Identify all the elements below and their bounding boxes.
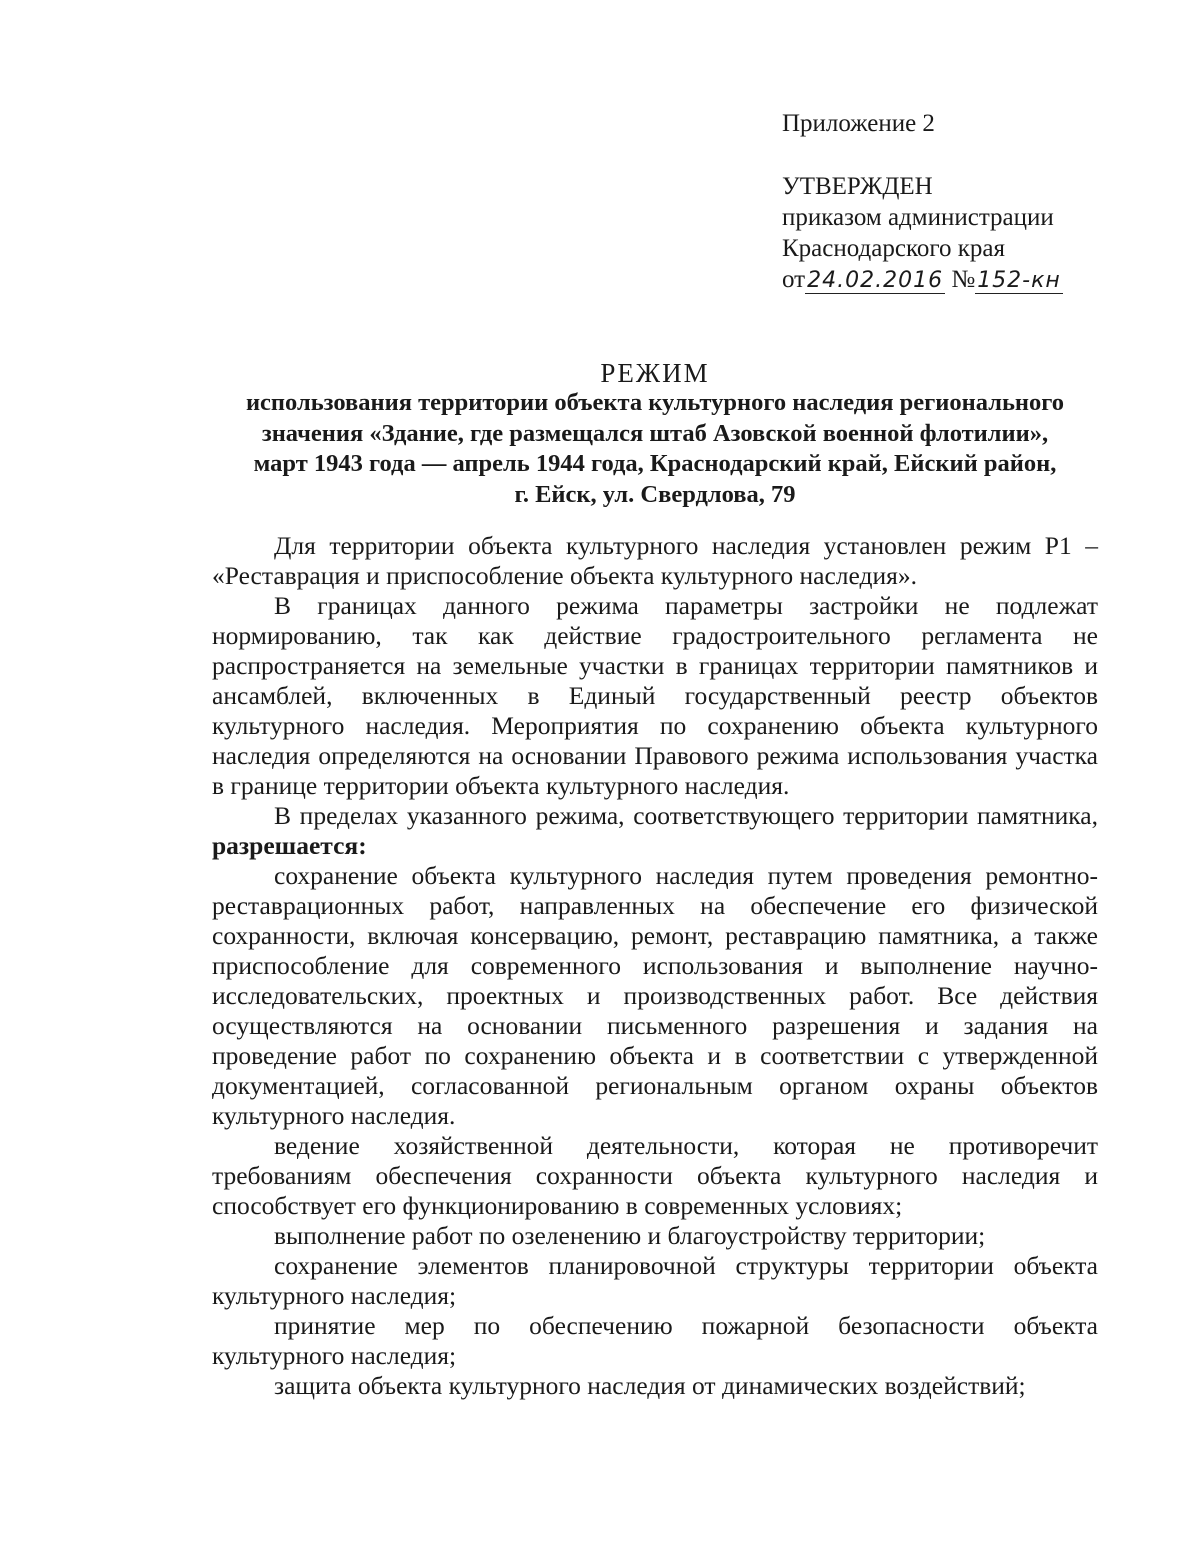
paragraph-economic-activity: ведение хозяйственной деятельности, которая не противоречит требованиям обеспечения сохранности объекта культурного наследия и способствует его функционированию в современных условиях;: [212, 1131, 1098, 1220]
date-prefix: от: [782, 266, 806, 293]
permitted-keyword: разрешается:: [212, 831, 367, 860]
title-sub-line-1: использования территории объекта культурного наследия регионального: [245, 389, 1065, 416]
paragraph-regime: Для территории объекта культурного наследия установлен режим Р1 – «Реставрация и приспособление объекта культурного наследия».: [212, 531, 1098, 590]
title-main: РЕЖИМ: [600, 358, 710, 388]
paragraph-planning-structure: сохранение элементов планировочной структуры территории объекта культурного наследия;: [212, 1251, 1098, 1310]
number-sign: №: [951, 266, 976, 293]
title-sub-line-4: г. Ейск, ул. Свердлова, 79: [514, 480, 796, 508]
paragraph-dynamic-protection: защита объекта культурного наследия от динамических воздействий;: [274, 1371, 1026, 1400]
paragraph-landscaping: выполнение работ по озеленению и благоустройству территории;: [274, 1221, 986, 1250]
handwritten-number: 152-кн: [977, 268, 1061, 293]
order-region: Краснодарского края: [782, 235, 1005, 262]
approved-label: УТВЕРЖДЕН: [782, 173, 933, 200]
permitted-intro-text: В пределах указанного режима, соответствующего территории памятника,: [274, 801, 1098, 830]
approval-block: [782, 108, 1063, 295]
appendix-label: Приложение 2: [782, 110, 935, 137]
handwritten-date: 24.02.2016: [807, 268, 944, 293]
title-sub-line-2: значения «Здание, где размещался штаб Азовской военной флотилии»,: [261, 419, 1049, 447]
paragraph-preservation: сохранение объекта культурного наследия путем проведения ремонтно-реставрационных работ, направленных на обеспечение его физической сохранности, включая консервацию, ремонт, реставрацию памятника, а также приспособление для современного использования и выполнение научно-исследовательских, проектных и производственных работ. Все действия осуществляются на основании письменного разрешения и задания на проведение работ по сохранению объекта и в соответствии с утвержденной документацией, согласованной региональным органом охраны объектов культурного наследия.: [212, 861, 1098, 1130]
title-sub-line-3: март 1943 года — апрель 1944 года, Краснодарский край, Ейский район,: [253, 450, 1057, 477]
paragraph-fire-safety: принятие мер по обеспечению пожарной безопасности объекта культурного наследия;: [212, 1311, 1098, 1370]
document-title: [200, 358, 1110, 510]
paragraph-parameters: В границах данного режима параметры застройки не подлежат нормированию, так как действие градостроительного регламента не распространяется на земельные участки в границах территории памятников и ансамблей, включенных в Единый государственный реестр объектов культурного наследия. Мероприятия по сохранению объекта культурного наследия определяются на основании Правового режима использования участка в границе территории объекта культурного наследия.: [212, 591, 1098, 800]
order-authority: приказом администрации: [782, 204, 1054, 231]
document-body: [212, 531, 1098, 1401]
order-date-number: [782, 264, 1063, 295]
paragraph-permitted-intro: [212, 801, 1098, 861]
